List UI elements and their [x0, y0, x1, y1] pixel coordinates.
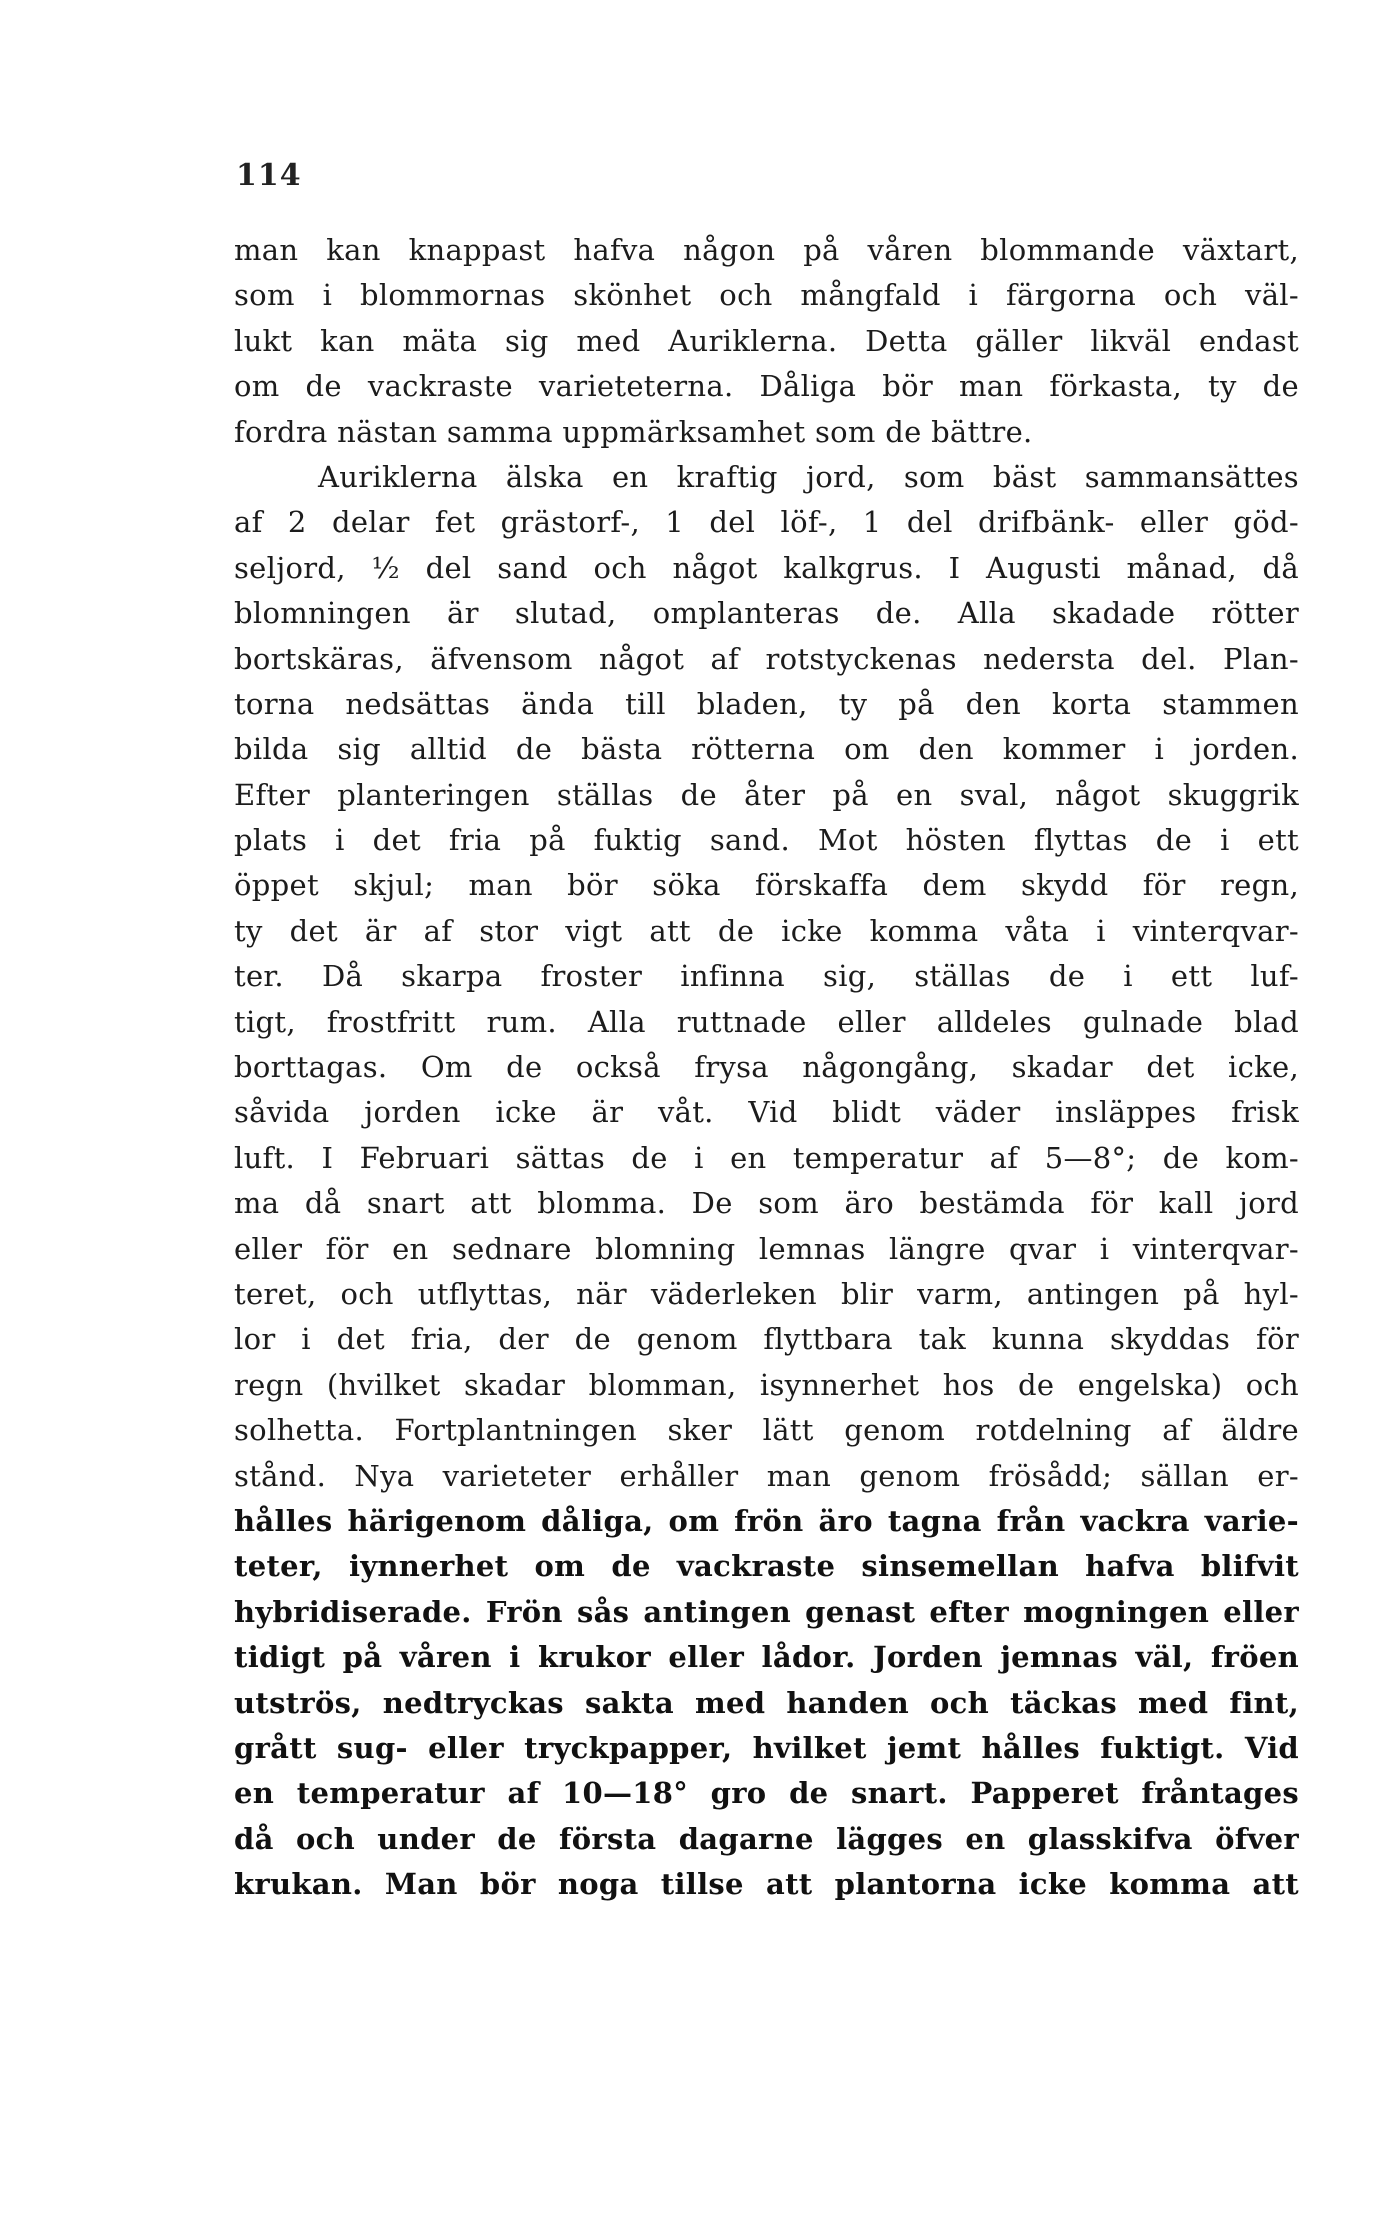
page-number: 114 — [236, 158, 302, 193]
text-line: borttagas. Om de också frysa någongång, skadar det icke, — [234, 1050, 1299, 1085]
text-line: bortskäras, äfvensom något af rotstyckenas nedersta del. Plan- — [234, 641, 1299, 676]
text-line: Auriklerna älska en kraftig jord, som bäst sammansättes — [318, 459, 1299, 494]
body-text — [234, 228, 1299, 1907]
text-line: öppet skjul; man bör söka förskaffa dem skydd för regn, — [234, 868, 1299, 903]
text-line: eller för en sednare blomning lemnas längre qvar i vinterqvar- — [234, 1231, 1299, 1266]
text-line: torna nedsättas ända till bladen, ty på den korta stammen — [234, 686, 1299, 721]
text-line: grått sug- eller tryckpapper, hvilket jemt hålles fuktigt. Vid — [234, 1730, 1299, 1765]
text-line: stånd. Nya varieteter erhåller man genom frösådd; sällan er- — [234, 1458, 1299, 1493]
text-line: seljord, ½ del sand och något kalkgrus. I Augusti månad, då — [234, 550, 1299, 585]
text-line: af 2 delar fet grästorf-, 1 del löf-, 1 del drifbänk- eller göd- — [234, 505, 1299, 540]
text-line: ter. Då skarpa froster infinna sig, ställas de i ett luf- — [234, 959, 1299, 994]
text-line: bilda sig alltid de bästa rötterna om den kommer i jorden. — [234, 732, 1299, 767]
text-line: utströs, nedtryckas sakta med handen och täckas med fint, — [234, 1685, 1299, 1720]
text-line: ty det är af stor vigt att de icke komma våta i vinterqvar- — [234, 913, 1299, 948]
text-line: fordra nästan samma uppmärksamhet som de bättre. — [234, 414, 1033, 449]
text-line: plats i det fria på fuktig sand. Mot hösten flyttas de i ett — [234, 823, 1299, 858]
text-line: blomningen är slutad, omplanteras de. Alla skadade rötter — [234, 596, 1299, 631]
text-line: ma då snart att blomma. De som äro bestämda för kall jord — [234, 1186, 1299, 1221]
text-line: lukt kan mäta sig med Auriklerna. Detta gäller likväl endast — [234, 323, 1299, 358]
text-line: såvida jorden icke är våt. Vid blidt väder insläppes frisk — [234, 1095, 1299, 1130]
text-line: regn (hvilket skadar blomman, isynnerhet hos de engelska) och — [234, 1367, 1299, 1402]
text-line: Efter planteringen ställas de åter på en sval, något skuggrik — [234, 777, 1299, 812]
text-line: teter, iynnerhet om de vackraste sinsemellan hafva blifvit — [234, 1549, 1299, 1584]
text-line: lor i det fria, der de genom flyttbara tak kunna skyddas för — [234, 1322, 1299, 1357]
text-line: tigt, frostfritt rum. Alla ruttnade eller alldeles gulnade blad — [234, 1004, 1299, 1039]
text-line: teret, och utflyttas, när väderleken blir varm, antingen på hyl- — [234, 1276, 1299, 1311]
text-line: då och under de första dagarne lägges en glasskifva öfver — [234, 1821, 1299, 1856]
text-line: en temperatur af 10—18° gro de snart. Papperet fråntages — [234, 1776, 1299, 1811]
text-line: solhetta. Fortplantningen sker lätt genom rotdelning af äldre — [234, 1413, 1299, 1448]
text-line: hybridiserade. Frön sås antingen genast efter mogningen eller — [234, 1594, 1299, 1629]
text-line: som i blommornas skönhet och mångfald i färgorna och väl- — [234, 278, 1299, 313]
text-line: krukan. Man bör noga tillse att plantorna icke komma att — [234, 1867, 1299, 1902]
text-line: man kan knappast hafva någon på våren blommande växtart, — [234, 233, 1299, 267]
text-line: om de vackraste varieteterna. Dåliga bör man förkasta, ty de — [234, 369, 1299, 404]
text-line: luft. I Februari sättas de i en temperatur af 5—8°; de kom- — [234, 1140, 1299, 1175]
text-line: tidigt på våren i krukor eller lådor. Jorden jemnas väl, fröen — [234, 1640, 1299, 1675]
text-line: hålles härigenom dåliga, om frön äro tagna från vackra varie- — [234, 1503, 1299, 1538]
